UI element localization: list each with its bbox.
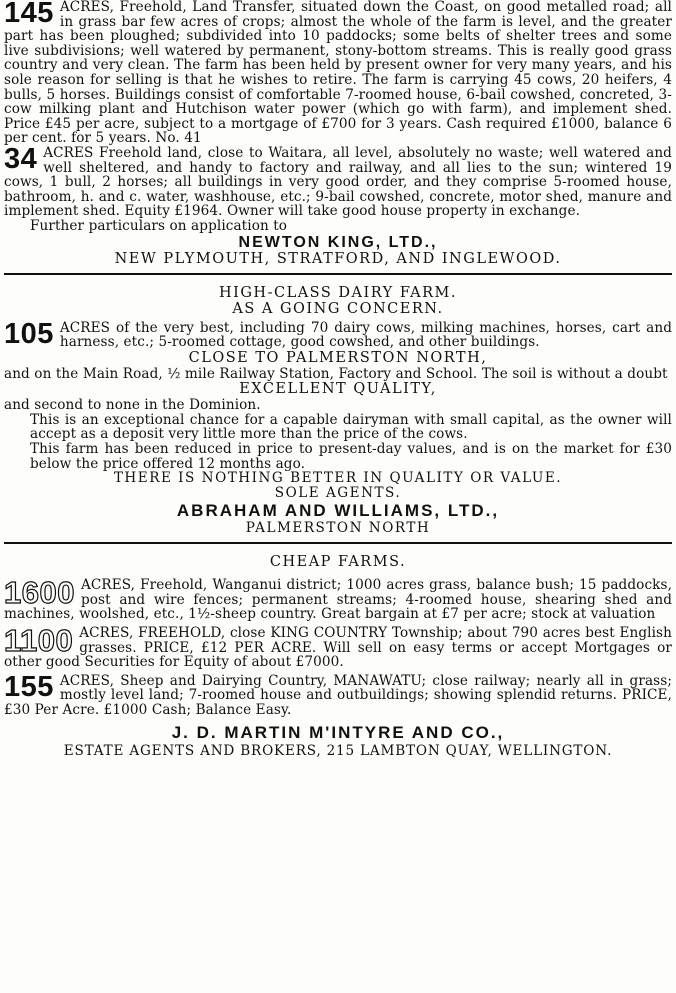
listing-text: This farm has been reduced in price to present-day values, and is on the market for £30 below the price offered 12 months ago.	[30, 441, 672, 472]
listing-text: ACRES, FREEHOLD, close KING COUNTRY Township; about 790 acres best English grasses. PRICE, £12 PER ACRE. Will sell on easy terms or accept Mortgages or other good Securities for Equity of about £7000.	[4, 625, 672, 671]
sole-agents-label: SOLE AGENTS.	[274, 485, 402, 502]
acreage-number: 105	[4, 317, 54, 350]
listing-34-acres	[4, 142, 672, 220]
listing-text: and on the Main Road, ½ mile Railway Station, Factory and School. The soil is without a doubt	[4, 365, 668, 382]
agent-name: J. D. MARTIN M'INTYRE AND CO.,	[171, 722, 505, 742]
agent-towns: NEW PLYMOUTH, STRATFORD, AND INGLEWOOD.	[114, 250, 562, 267]
divider	[4, 542, 672, 544]
advertisement-abraham-williams	[4, 285, 672, 537]
acreage-number: 1100	[4, 623, 74, 659]
further-particulars: Further particulars on application to	[30, 217, 288, 234]
listing-105-acres	[4, 317, 672, 351]
location-heading: CLOSE TO PALMERSTON NORTH,	[188, 349, 488, 366]
listing-text: This is an exceptional chance for a capable dairyman with small capital, as the owner will accept as a deposit very little more than the price of the cows.	[30, 411, 672, 443]
listing-text: ACRES, Sheep and Dairying Country, MANAWATU; close railway; nearly all in grass; mostly level land; 7-roomed house and outbuildings; showing splendid returns. PRICE, £30 Per Acre. £1000 Cash; Balance Easy.	[4, 672, 672, 718]
quality-heading: EXCELLENT QUALITY,	[239, 381, 437, 398]
listing-1600-acres	[4, 575, 672, 623]
listing-1100-acres	[4, 623, 672, 671]
advertisement-newton-king	[4, 0, 672, 267]
agent-name: ABRAHAM AND WILLIAMS, LTD.,	[176, 501, 500, 521]
acreage-number: 1600	[4, 575, 75, 611]
listing-155-acres	[4, 670, 672, 718]
listing-145-acres	[4, 0, 672, 146]
agent-name: NEWTON KING, LTD.,	[238, 233, 438, 251]
value-statement: THERE IS NOTHING BETTER IN QUALITY OR VALUE.	[113, 470, 563, 487]
listing-text: ACRES, Freehold, Wanganui district; 1000 acres grass, balance bush; 15 paddocks, post and wire fences; permanent streams; 4-roomed house, shearing shed and machines, woolshed, etc., 1½-sheep country. Great bargain at £7 per acre; stock at valuation	[4, 577, 672, 623]
listing-text: ACRES, Freehold, Land Transfer, situated down the Coast, on good metalled road; all in grass bar few acres of crops; almost the whole of the farm is level, and the greater part has been ploughed; subdivided into 10 paddocks; some belts of shelter trees and some live subdivisions; well watered by permanent, stony-bottom streams. This is really good grass country and very clean. The farm has been held by present owner for very many years, and his sole reason for selling is that he wishes to retire. The farm is carrying 45 cows, 20 heifers, 4 bulls, 5 horses. Buildings consist of comfortable 7-roomed house, 6-bail cowshed, concreted, 3-cow milking plant and Hutchison water power (which go with farm), and implement shed. Price £45 per acre, subject to a mortgage of £700 for 3 years. Cash required £1000, balance 6 per cent. for 5 years. No. 41	[4, 0, 672, 147]
ad-subheading: AS A GOING CONCERN.	[232, 300, 444, 317]
listing-text: and second to none in the Dominion.	[4, 397, 261, 414]
acreage-number: 34	[4, 142, 38, 175]
ad-heading: HIGH-CLASS DAIRY FARM.	[218, 284, 458, 301]
ad-heading: CHEAP FARMS.	[269, 554, 407, 571]
listing-text: ACRES of the very best, including 70 dairy cows, milking machines, horses, cart and harness, etc.; 5-roomed cottage, good cowshed, and other buildings.	[59, 319, 672, 351]
acreage-number: 155	[4, 670, 54, 703]
agent-address: ESTATE AGENTS AND BROKERS, 215 LAMBTON QUAY, WELLINGTON.	[63, 742, 613, 759]
acreage-number: 145	[4, 0, 54, 29]
agent-town: PALMERSTON NORTH	[245, 520, 431, 537]
listing-text: ACRES Freehold land, close to Waitara, all level, absolutely no waste; well watered and well sheltered, and handy to factory and railway, and all lies to the sun; wintered 19 cows, 1 bull, 2 horses; all buildings in very good order, and they comprise 5-roomed house, bathroom, h. and c. water, washhouse, etc.; 9-bail cowshed, concrete, motor shed, manure and implement shed. Equity £1964. Owner will take good house property in exchange.	[4, 144, 672, 220]
divider	[4, 273, 672, 275]
advertisement-martin-mintyre	[4, 554, 672, 758]
